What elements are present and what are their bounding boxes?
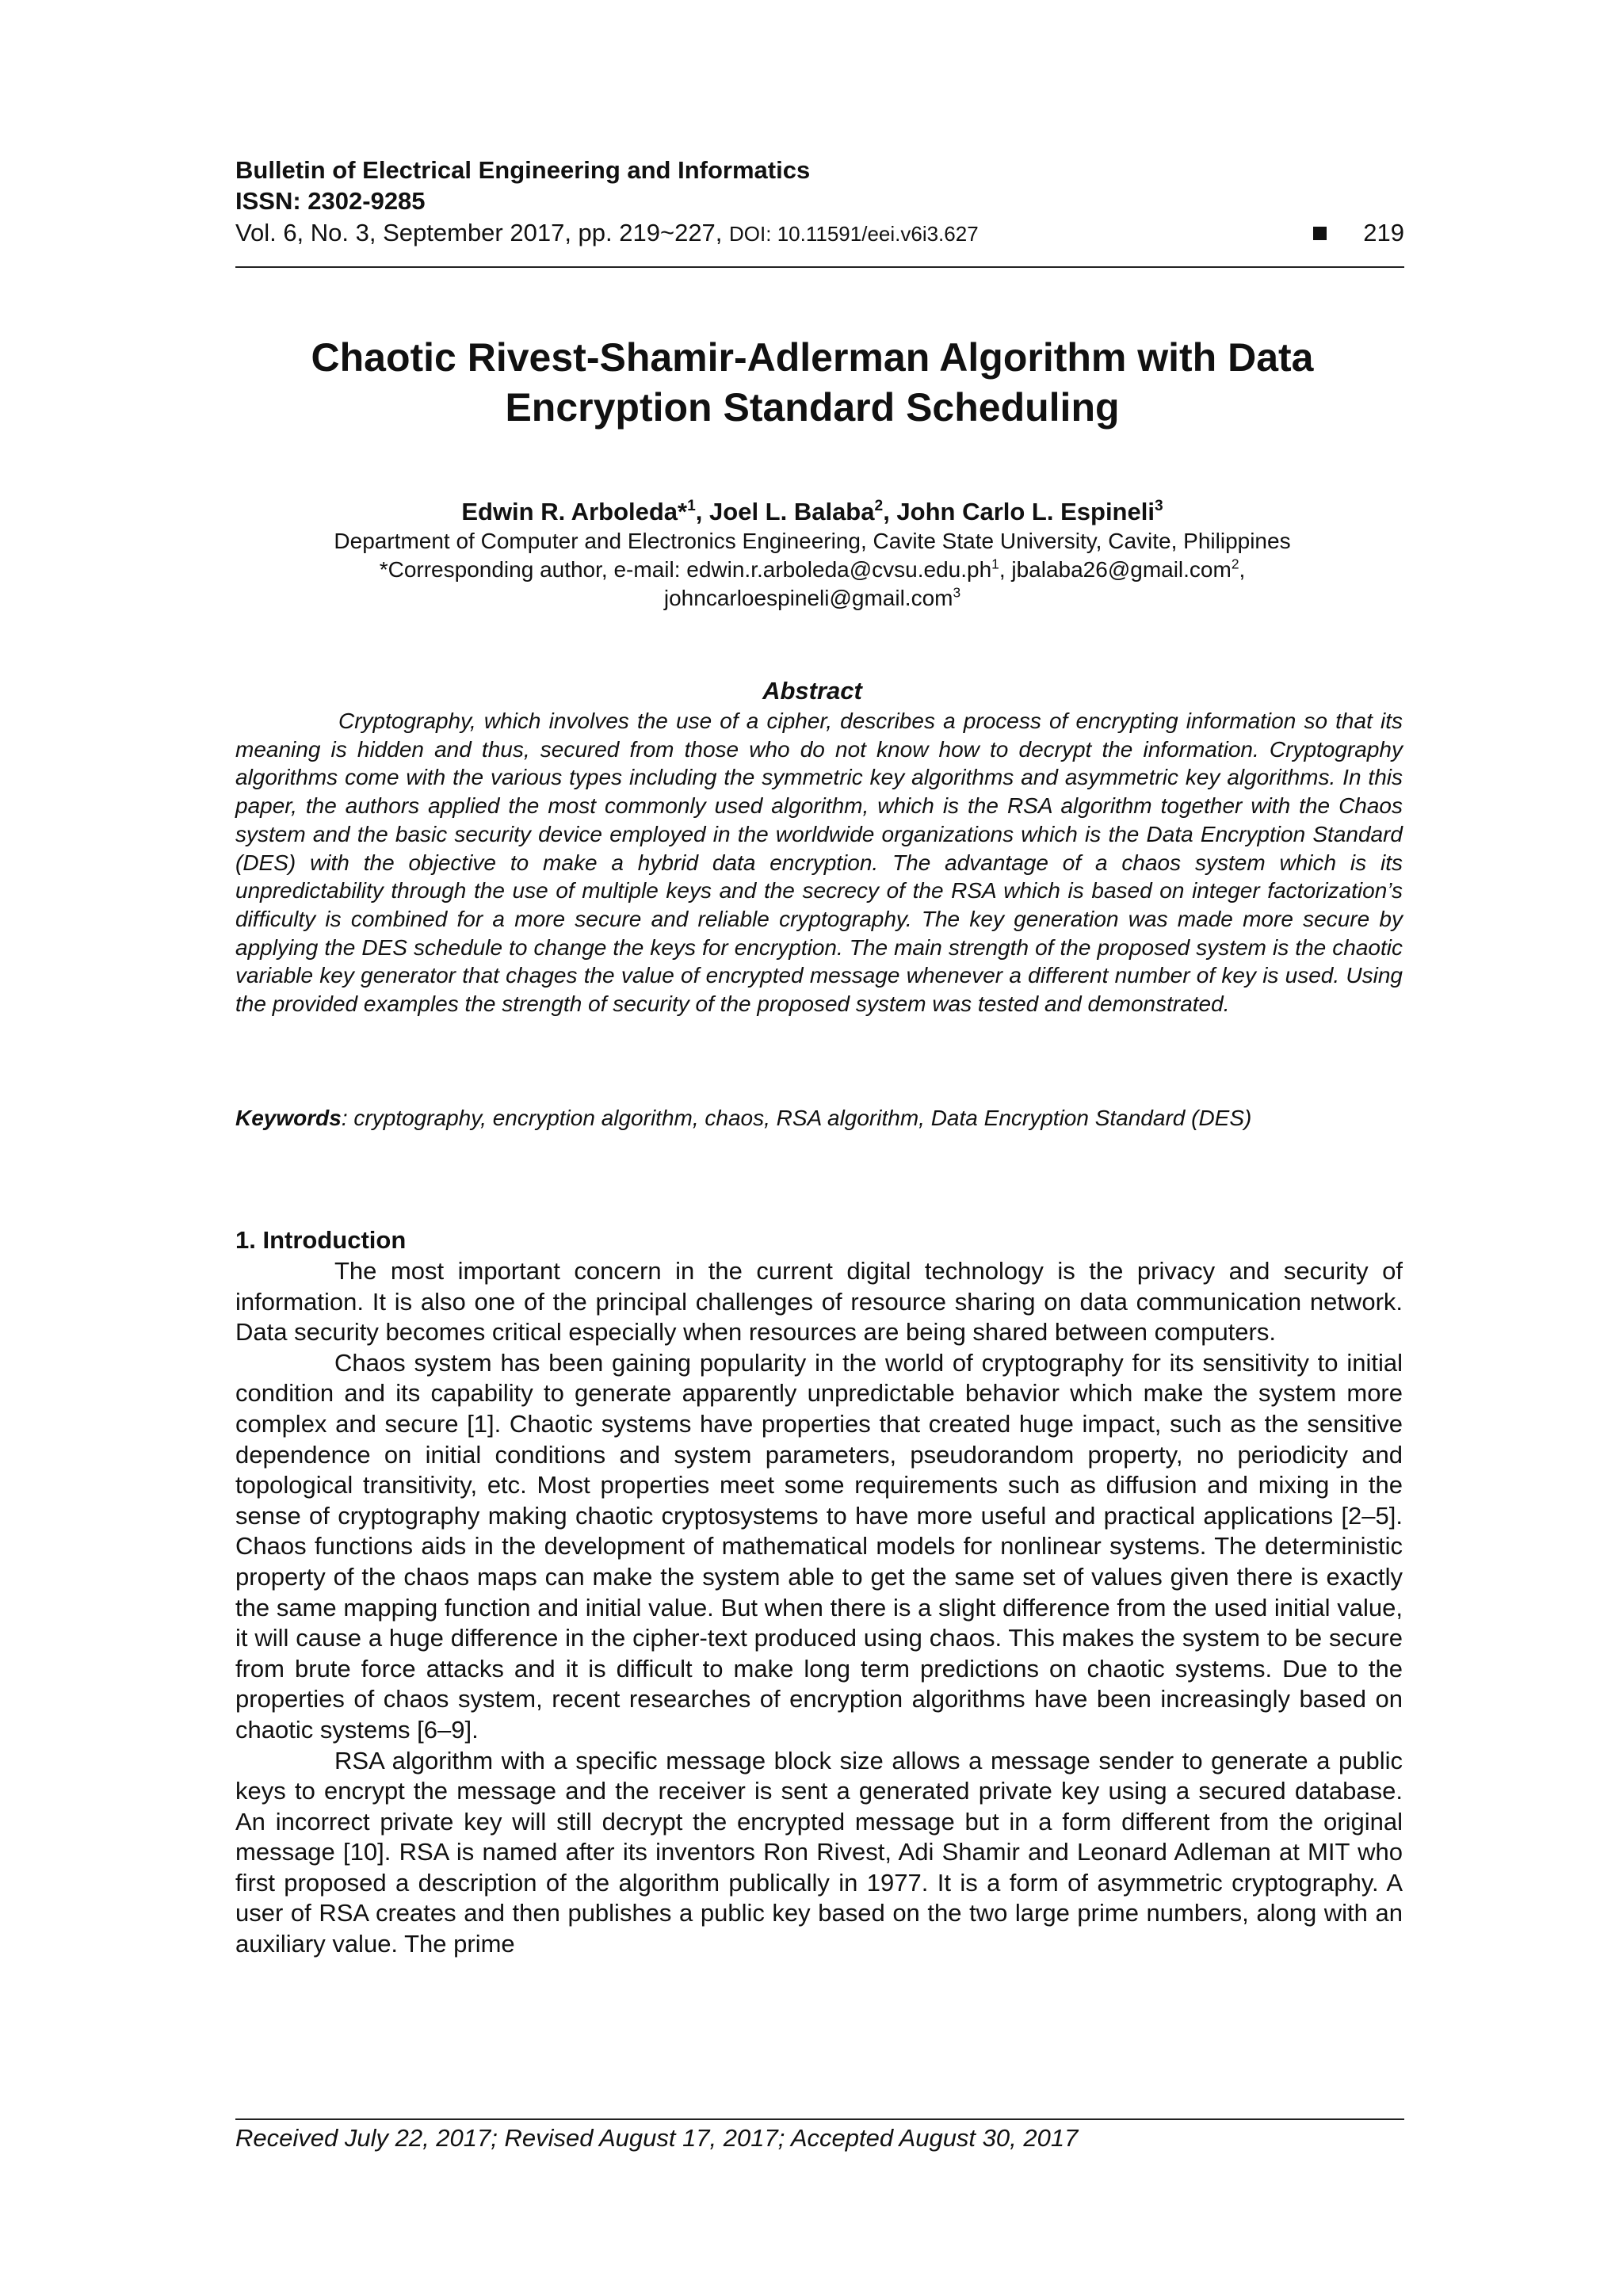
keywords-line [235,1104,1403,1133]
volume-line [235,216,1404,250]
square-bullet-icon [1313,227,1327,240]
doi: DOI: 10.11591/eei.v6i3.627 [729,222,979,246]
volume-info: Vol. 6, No. 3, September 2017, pp. 219~227, [235,219,730,246]
paragraph: Chaos system has been gaining popularity in the world of cryptography for its sensitivity to initial condition and its capability to generate apparently unpredictable behavior which make the system more complex and secure [1]. Chaotic systems have properties that created huge impact, such as the sensitive dependence on initial conditions and system parameters, pseudorandom property, no periodicity and topological transitivity, etc. Most properties meet some requirements such as diffusion and mixing in the sense of cryptography making chaotic cryptosystems to have more useful and practical applications [2–5]. Chaos functions aids in the development of mathematical models for nonlinear systems. The deterministic property of the chaos maps can make the system able to get the same set of values given there is exactly the same mapping function and initial value. But when there is a slight difference from the used initial value, it will cause a huge difference in the cipher-text produced using chaos. This makes the system to be secure from brute force attacks and it is difficult to make long term predictions on chaotic systems. Due to the properties of chaos system, recent researches of encryption algorithms have been increasingly based on chaotic systems [6–9]. [235,1348,1403,1744]
author-1-sup: 1 [687,498,696,515]
email-3-line [158,584,1466,613]
affiliation-block [158,527,1466,613]
running-header [235,155,1404,250]
paragraph: RSA algorithm with a specific message block size allows a message sender to generate a public keys to encrypt the message and the receiver is sent a generated private key using a secured database. An incorrect private key will still decrypt the encrypted message but in a form different from the original message [10]. RSA is named after its inventors Ron Rivest, Adi Shamir and Leonard Adleman at MIT who first proposed a description of the algorithm publically in 1977. It is a form of asymmetric cryptography. A user of RSA creates and then publishes a public key based on the two large prime numbers, along with an auxiliary value. The prime [235,1746,1403,1958]
author-1: Edwin R. Arboleda* [461,498,688,525]
abstract-text: Cryptography, which involves the use of a cipher, describes a process of encrypting information so that its meaning is hidden and thus, secured from those who do not know how to decrypt the information. Cryptography algorithms come with the various types including the symmetric key algorithms and asymmetric key algorithms. In this paper, the authors applied the most commonly used algorithm, which is the RSA algorithm together with the Chaos system and the basic security device employed in the worldwide organizations which is the Data Encryption Standard (DES) with the objective to make a hybrid data encryption. The advantage of a chaos system which is its unpredictability through the use of multiple keys and the secrecy of the RSA which is based on integer factorization’s difficulty is combined for a more secure and reliable cryptography. The key generation was made more secure by applying the DES schedule to change the keys for encryption. The main strength of the proposed system is the chaotic variable key generator that chages the value of encrypted message whenever a different number of key is used. Using the provided examples the strength of security of the proposed system was tested and demonstrated. [235,709,1403,1017]
email-3: johncarloespineli@gmail.com [663,586,953,610]
section-heading-introduction: 1. Introduction [235,1226,407,1254]
email-1-sup: 1 [991,556,999,572]
author-2: , Joel L. Balaba [695,498,875,525]
author-2-sup: 2 [874,498,884,515]
author-3-sup: 3 [1154,498,1163,515]
abstract-heading: Abstract [762,677,862,705]
paper-title [158,333,1466,433]
title-line-1: Chaotic Rivest-Shamir-Adlerman Algorithm with Data [311,335,1314,380]
corresponding-emails [158,556,1466,584]
header-rule [235,266,1404,268]
email-2-sup: 2 [1231,556,1239,572]
page-number: 219 [1363,219,1404,246]
email-3-sup: 3 [953,584,961,601]
author-3: , John Carlo L. Espineli [883,498,1155,525]
page-number-box [1313,216,1404,249]
title-line-2: Encryption Standard Scheduling [505,385,1120,430]
journal-name: Bulletin of Electrical Engineering and Informatics [235,156,811,184]
keywords-label: Keywords [235,1106,342,1130]
paragraph: The most important concern in the current digital technology is the privacy and security of information. It is also one of the principal challenges of resource sharing on data communication network. Data security becomes critical especially when resources are being shared between computers. [235,1257,1403,1347]
received-dates: Received July 22, 2017; Revised August 17, 2017; Accepted August 30, 2017 [235,2124,1079,2152]
footer-rule [235,2118,1404,2120]
introduction-body [235,1256,1403,1960]
department: Department of Computer and Electronics Engineering, Cavite State University, Cavite, Philippines [334,529,1291,553]
issn: ISSN: 2302-9285 [235,187,426,215]
email-2: , jbalaba26@gmail.com [999,557,1232,582]
email-2-tail: , [1239,557,1246,582]
keywords-text: : cryptography, encryption algorithm, chaos, RSA algorithm, Data Encryption Standard (DES) [341,1106,1252,1130]
author-list [158,496,1466,528]
email-1: *Corresponding author, e-mail: edwin.r.arboleda@cvsu.edu.ph [379,557,992,582]
